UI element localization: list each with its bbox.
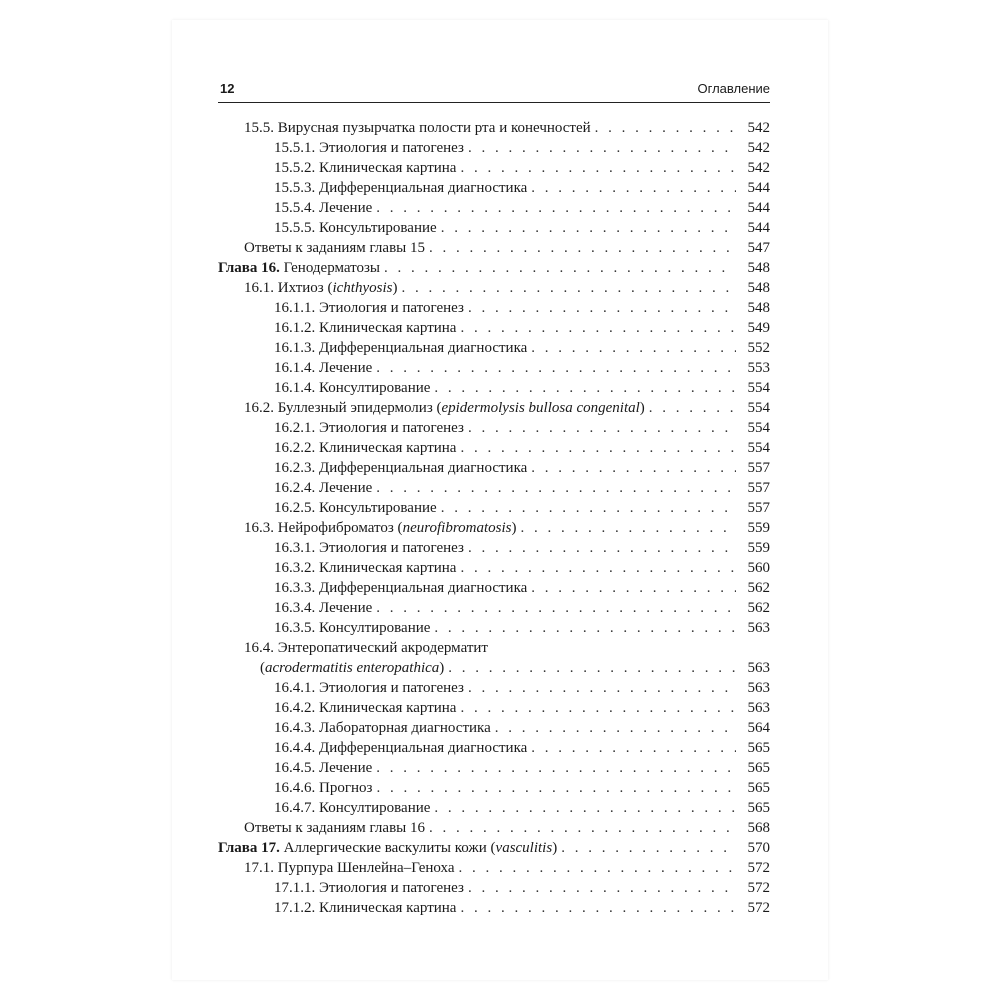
toc-entry-label [274,798,430,818]
toc-entry-page: 548 [747,260,770,276]
toc-entry-number: 16.2.4. [274,480,316,496]
toc-entry-page: 554 [747,420,770,436]
toc-entry[interactable] [218,198,770,218]
toc-entry-page: 548 [747,280,770,296]
toc-entry-label [274,358,372,378]
toc-entry-title: Клиническая картина [319,560,457,576]
toc-entry-number: 16.1.4. [274,380,316,396]
toc-entry-title: Этиология и патогенез [319,540,464,556]
toc-entry-number: 16.2.1. [274,420,316,436]
toc-entry[interactable] [218,818,770,838]
toc-entry[interactable] [218,758,770,778]
toc-entry-page: 563 [747,660,770,676]
toc-entry-page: 557 [747,500,770,516]
toc-entry-number: 16.4.1. [274,680,316,696]
toc-entry-label [274,718,491,738]
toc-entry-title: Лечение [319,600,373,616]
toc-entry[interactable] [218,558,770,578]
toc-entry-label [274,338,527,358]
toc-entry[interactable] [218,738,770,758]
toc-entry-page: 544 [747,200,770,216]
toc-entry-label [218,258,380,278]
toc-entry-number: 15.5.5. [274,220,316,236]
toc-entry-page: 553 [747,360,770,376]
toc-entry-title: Клиническая картина [319,900,457,916]
toc-entry-title: Лечение [319,200,373,216]
toc-entry-number: 16.3.1. [274,540,316,556]
toc-dot-leader [434,798,736,818]
toc-dot-leader [495,718,736,738]
toc-entry[interactable] [218,118,770,138]
page-header [218,78,770,103]
toc-entry[interactable] [218,358,770,378]
toc-entry-label [274,538,464,558]
toc-entry-label [274,558,456,578]
toc-entry[interactable] [218,338,770,358]
toc-dot-leader [561,838,736,858]
toc-entry-title: Ответы к заданиям главы 16 [244,820,425,836]
toc-entry-title: Этиология и патогенез [319,140,464,156]
toc-entry-page: 562 [747,600,770,616]
table-of-contents [218,118,770,918]
toc-dot-leader [649,398,736,418]
toc-entry-label [274,318,456,338]
toc-entry-number: 16.1.4. [274,360,316,376]
toc-entry-number: 16.2. [244,400,274,416]
toc-entry-number: 17.1. [244,860,274,876]
toc-entry-number: 16.2.3. [274,460,316,476]
toc-entry[interactable] [218,718,770,738]
toc-dot-leader [468,418,736,438]
toc-entry-page: 542 [747,160,770,176]
toc-dot-leader [376,198,736,218]
toc-dot-leader [460,558,736,578]
toc-entry-label [244,278,397,298]
toc-dot-leader [531,178,736,198]
toc-entry-page: 559 [747,520,770,536]
toc-entry-number: 16.1.3. [274,340,316,356]
toc-entry-number: 16.4.6. [274,780,316,796]
toc-entry-label [274,478,372,498]
toc-entry-title: Этиология и патогенез [319,880,464,896]
toc-entry-number: Глава 16. [218,260,280,276]
toc-entry-title: Пурпура Шенлейна–Геноха [277,860,455,876]
toc-entry-page: 572 [747,860,770,876]
toc-entry-title: Вирусная пузырчатка полости рта и конечностей [277,120,591,136]
toc-dot-leader [520,518,736,538]
toc-dot-leader [376,478,736,498]
toc-entry-page: 572 [747,900,770,916]
toc-dot-leader [401,278,736,298]
toc-dot-leader [595,118,736,138]
toc-entry-number: Глава 17. [218,840,280,856]
toc-entry-label [274,298,464,318]
toc-dot-leader [376,358,736,378]
toc-entry-page: 557 [747,480,770,496]
toc-dot-leader [459,858,737,878]
toc-entry-title: Этиология и патогенез [319,420,464,436]
toc-dot-leader [441,498,736,518]
toc-entry-page: 565 [747,740,770,756]
toc-entry-number: 16.4.2. [274,700,316,716]
toc-entry-page: 544 [747,180,770,196]
toc-entry-suffix: ) [439,660,445,676]
toc-entry-title: Энтеропатический акродерматит [277,640,488,656]
toc-dot-leader [468,878,736,898]
toc-entry-title: Этиология и патогенез [319,300,464,316]
toc-entry-title: Буллезный эпидермолиз ( [277,400,442,416]
toc-entry-label [244,638,488,658]
toc-entry[interactable] [218,238,770,258]
toc-entry-label [274,158,456,178]
toc-dot-leader [441,218,736,238]
toc-entry-number: 16.4.7. [274,800,316,816]
toc-dot-leader [376,778,736,798]
toc-entry-suffix: ) [392,280,398,296]
toc-entry-number: 17.1.1. [274,880,316,896]
toc-entry-page: 557 [747,460,770,476]
toc-entry-title: Дифференциальная диагностика [319,180,528,196]
toc-entry-page: 559 [747,540,770,556]
toc-entry-latin-term: ichthyosis [332,280,393,296]
toc-entry-label [274,898,456,918]
toc-entry-title: Дифференциальная диагностика [319,740,528,756]
toc-entry-page: 560 [747,560,770,576]
toc-entry-title: Лечение [319,760,373,776]
toc-entry[interactable] [218,778,770,798]
toc-entry-page: 547 [747,240,770,256]
toc-entry[interactable] [218,878,770,898]
toc-entry[interactable] [218,458,770,478]
toc-entry-number: 16.2.5. [274,500,316,516]
toc-entry[interactable] [218,658,770,678]
toc-entry-number: 16.4.5. [274,760,316,776]
toc-dot-leader [448,658,736,678]
toc-entry-title: Дифференциальная диагностика [319,460,528,476]
toc-entry[interactable] [218,798,770,818]
toc-entry-label [244,518,516,538]
toc-entry-number: 16.4.4. [274,740,316,756]
toc-entry-title: Дифференциальная диагностика [319,580,528,596]
toc-dot-leader [468,138,736,158]
toc-entry-latin-term: acrodermatitis enteropathica [265,660,440,676]
toc-entry-title: ( [260,660,265,676]
toc-entry-number: 15.5.2. [274,160,316,176]
toc-entry-label [244,398,645,418]
toc-entry-page: 565 [747,780,770,796]
toc-entry-number: 16.1. [244,280,274,296]
toc-entry-label [274,698,456,718]
toc-entry-page: 549 [747,320,770,336]
toc-entry-number: 16.1.2. [274,320,316,336]
toc-dot-leader [460,158,736,178]
toc-entry-title: Ихтиоз ( [277,280,333,296]
toc-dot-leader [460,438,736,458]
toc-entry-label [274,618,430,638]
toc-entry[interactable] [218,698,770,718]
toc-entry[interactable] [218,578,770,598]
toc-dot-leader [531,458,736,478]
toc-entry-label [274,218,437,238]
toc-entry[interactable] [218,218,770,238]
toc-entry-title: Дифференциальная диагностика [319,340,528,356]
toc-entry-page: 542 [747,140,770,156]
toc-entry-label [274,678,464,698]
toc-entry-number: 17.1.2. [274,900,316,916]
toc-entry[interactable] [218,158,770,178]
toc-entry-label [274,198,372,218]
toc-entry-label [274,878,464,898]
toc-entry-label [244,118,591,138]
toc-entry-label [244,238,425,258]
toc-entry-label [274,598,372,618]
toc-entry-number: 16.4.3. [274,720,316,736]
toc-entry-label [274,378,430,398]
toc-entry-page: 548 [747,300,770,316]
toc-entry-label [274,738,527,758]
toc-entry[interactable] [218,898,770,918]
toc-entry-page: 554 [747,440,770,456]
toc-entry-label [274,138,464,158]
toc-entry-title: Лабораторная диагностика [319,720,491,736]
toc-entry-title: Нейрофиброматоз ( [277,520,403,536]
toc-entry-number: 16.3.3. [274,580,316,596]
toc-dot-leader [429,238,736,258]
toc-dot-leader [429,818,736,838]
toc-dot-leader [460,318,736,338]
toc-entry-page: 544 [747,220,770,236]
toc-entry[interactable] [218,678,770,698]
toc-entry[interactable] [218,618,770,638]
toc-entry[interactable] [218,178,770,198]
toc-entry-number: 16.1.1. [274,300,316,316]
toc-entry-label [274,778,372,798]
toc-entry-number: 15.5.4. [274,200,316,216]
toc-entry-number: 16.3. [244,520,274,536]
toc-entry-label [260,658,444,678]
toc-entry-number: 15.5. [244,120,274,136]
toc-entry[interactable] [218,538,770,558]
toc-entry-page: 563 [747,620,770,636]
toc-entry-label [274,498,437,518]
toc-entry[interactable] [218,598,770,618]
toc-entry-label [274,758,372,778]
toc-entry-page: 554 [747,380,770,396]
toc-dot-leader [460,698,736,718]
toc-entry[interactable] [218,418,770,438]
toc-dot-leader [460,898,736,918]
toc-entry-page: 563 [747,680,770,696]
toc-entry-page: 552 [747,340,770,356]
page-number: 12 [220,81,235,96]
toc-entry[interactable] [218,138,770,158]
toc-entry-title: Аллергические васкулиты кожи ( [283,840,496,856]
toc-entry-page: 565 [747,760,770,776]
toc-entry-title: Консультирование [319,500,437,516]
toc-dot-leader [384,258,736,278]
toc-entry-label [274,178,527,198]
toc-entry[interactable] [218,378,770,398]
toc-dot-leader [376,758,736,778]
toc-entry-label [274,438,456,458]
toc-entry-page: 568 [747,820,770,836]
toc-entry-page: 565 [747,800,770,816]
toc-entry-title: Лечение [319,360,373,376]
toc-entry-label [274,458,527,478]
toc-entry-number: 15.5.1. [274,140,316,156]
toc-entry-title: Лечение [319,480,373,496]
toc-entry-number: 15.5.3. [274,180,316,196]
toc-entry-label [244,858,455,878]
toc-dot-leader [468,538,736,558]
toc-entry[interactable] [218,858,770,878]
toc-entry-latin-term: neurofibromatosis [402,520,512,536]
toc-dot-leader [531,338,736,358]
toc-entry-page: 554 [747,400,770,416]
toc-entry-label [218,838,557,858]
toc-entry-label [244,818,425,838]
toc-entry-suffix: ) [639,400,645,416]
toc-dot-leader [468,298,736,318]
toc-entry[interactable] [218,318,770,338]
toc-entry-title: Консултирование [319,620,431,636]
toc-entry-title: Консультирование [319,220,437,236]
toc-entry[interactable] [218,638,770,658]
toc-entry-page: 563 [747,700,770,716]
running-title: Оглавление [697,81,770,96]
toc-entry-number: 16.2.2. [274,440,316,456]
toc-entry-suffix: ) [552,840,558,856]
toc-entry-latin-term: vasculitis [495,840,553,856]
toc-entry-title: Этиология и патогенез [319,680,464,696]
toc-entry-page: 572 [747,880,770,896]
toc-entry-title: Клиническая картина [319,320,457,336]
toc-entry-number: 16.3.2. [274,560,316,576]
toc-entry-title: Клиническая картина [319,160,457,176]
toc-entry-label [274,578,527,598]
toc-entry[interactable] [218,438,770,458]
toc-entry-title: Прогноз [319,780,373,796]
toc-entry[interactable] [218,478,770,498]
toc-entry[interactable] [218,518,770,538]
toc-dot-leader [531,738,736,758]
toc-entry[interactable] [218,498,770,518]
toc-entry-suffix: ) [511,520,517,536]
toc-entry[interactable] [218,298,770,318]
toc-dot-leader [434,618,736,638]
toc-dot-leader [531,578,736,598]
toc-entry-page: 564 [747,720,770,736]
toc-entry-page: 570 [747,840,770,856]
toc-dot-leader [468,678,736,698]
toc-entry-number: 16.3.5. [274,620,316,636]
toc-entry-label [274,418,464,438]
toc-entry-title: Генодерматозы [283,260,380,276]
toc-entry[interactable] [218,278,770,298]
toc-entry-title: Ответы к заданиям главы 15 [244,240,425,256]
toc-dot-leader [376,598,736,618]
toc-entry-page: 562 [747,580,770,596]
toc-entry-page: 542 [747,120,770,136]
toc-dot-leader [434,378,736,398]
toc-entry[interactable] [218,398,770,418]
toc-entry[interactable] [218,258,770,278]
toc-entry[interactable] [218,838,770,858]
toc-entry-number: 16.4. [244,640,274,656]
toc-entry-title: Консултирование [319,800,431,816]
toc-entry-title: Клиническая картина [319,440,457,456]
toc-entry-title: Консултирование [319,380,431,396]
toc-entry-latin-term: epidermolysis bullosa congenital [441,400,640,416]
toc-entry-title: Клиническая картина [319,700,457,716]
toc-entry-number: 16.3.4. [274,600,316,616]
